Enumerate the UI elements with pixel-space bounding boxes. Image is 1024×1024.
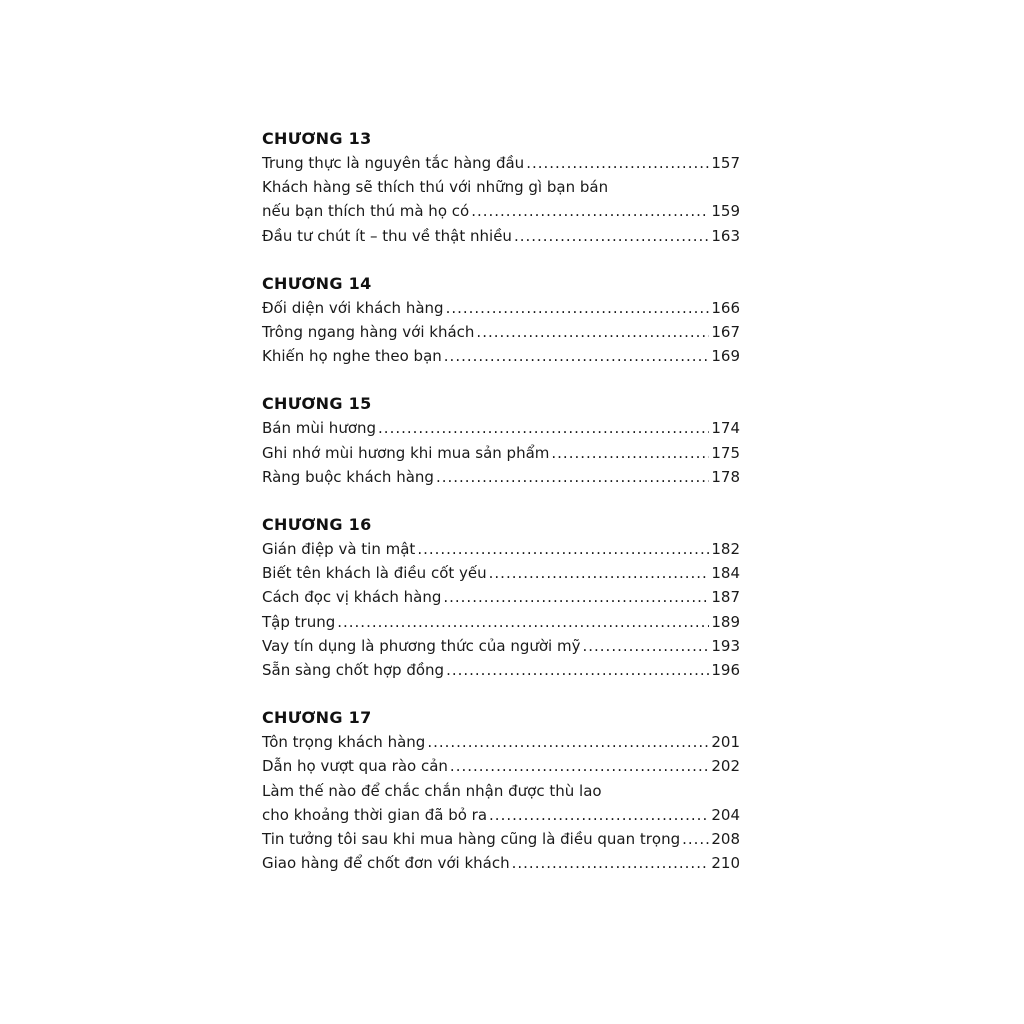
toc-entry [262, 827, 740, 851]
chapter-title: CHƯƠNG 14 [262, 273, 372, 293]
chapter-section [262, 513, 740, 682]
toc-entry [262, 175, 740, 223]
page-number: 202 [711, 757, 740, 776]
toc-entry [262, 344, 740, 368]
page-number: 163 [711, 226, 740, 245]
toc-entry [262, 634, 740, 658]
page-number: 178 [711, 467, 740, 486]
dot-leader [427, 730, 709, 754]
toc-entry-line [262, 730, 740, 754]
dot-leader [378, 416, 709, 440]
toc-entry-line [262, 175, 740, 199]
toc-entry-line [262, 537, 740, 561]
entry-title: Cách đọc vị khách hàng [262, 588, 442, 607]
dot-leader [489, 561, 710, 585]
chapter-section [262, 392, 740, 489]
toc-entry-line [262, 754, 740, 778]
toc-entry [262, 658, 740, 682]
toc-entry-line [262, 827, 740, 851]
chapter-title: CHƯƠNG 16 [262, 515, 372, 535]
toc-entry-line [262, 344, 740, 368]
page-number: 159 [711, 202, 740, 221]
toc-entry [262, 851, 740, 875]
dot-leader [443, 585, 709, 609]
toc-entry-line [262, 151, 740, 175]
entry-title: Trung thực là nguyên tắc hàng đầu [262, 154, 525, 172]
entry-title: Ghi nhớ mùi hương khi mua sản phẩm [262, 443, 550, 462]
chapter-section [262, 706, 740, 875]
chapter-section [262, 127, 740, 248]
dot-leader [446, 296, 710, 320]
entry-title: Đầu tư chút ít – thu về thật nhiều [262, 226, 512, 245]
dot-leader [446, 658, 709, 682]
dot-leader [526, 151, 709, 175]
entry-title: Tập trung [262, 612, 336, 631]
toc-entry-line [262, 224, 740, 248]
entry-title: Khách hàng sẽ thích thú với những gì bạn bán [262, 178, 609, 197]
page-number: 174 [711, 419, 740, 438]
toc-entry-line [262, 610, 740, 634]
dot-leader [444, 344, 710, 368]
entry-title: Tôn trọng khách hàng [262, 733, 426, 752]
toc-entry-line [262, 585, 740, 609]
toc-entry-line [262, 561, 740, 585]
dot-leader [436, 465, 709, 489]
entry-title: Tin tưởng tôi sau khi mua hàng cũng là điều quan trọng [262, 830, 681, 849]
entry-title: Biết tên khách là điều cốt yếu [262, 564, 487, 583]
dot-leader [417, 537, 709, 561]
toc-entry-line [262, 320, 740, 344]
entry-title: nếu bạn thích thú mà họ có [262, 202, 470, 221]
dot-leader [337, 610, 709, 634]
toc-entry [262, 151, 740, 175]
toc-entry [262, 610, 740, 634]
toc-entry-line [262, 658, 740, 682]
page-number: 210 [711, 854, 740, 873]
page-number: 175 [711, 443, 740, 462]
toc-entry-line [262, 851, 740, 875]
toc-entry-line [262, 465, 740, 489]
toc-entry [262, 561, 740, 585]
page-number: 166 [711, 298, 740, 317]
entry-title: Đối diện với khách hàng [262, 298, 444, 317]
dot-leader [489, 803, 709, 827]
page-number: 157 [711, 154, 740, 172]
chapter-title: CHƯƠNG 13 [262, 129, 372, 148]
toc-entry-line [262, 441, 740, 465]
entry-title: Giao hàng để chốt đơn với khách [262, 854, 510, 873]
entry-title: Gián điệp và tin mật [262, 540, 416, 559]
dot-leader [471, 199, 709, 223]
toc-entry [262, 441, 740, 465]
toc-entry-line [262, 634, 740, 658]
dot-leader [514, 224, 709, 248]
entry-title: Dẫn họ vượt qua rào cản [262, 757, 448, 776]
entry-title: Sẵn sàng chốt hợp đồng [262, 661, 445, 680]
page-number: 208 [711, 830, 740, 849]
toc-entry [262, 730, 740, 754]
toc-entry [262, 779, 740, 827]
entry-title: Khiến họ nghe theo bạn [262, 347, 442, 366]
table-of-contents [262, 127, 740, 899]
page-number: 196 [711, 661, 740, 680]
page-number: 204 [711, 805, 740, 824]
toc-entry [262, 537, 740, 561]
toc-entry [262, 296, 740, 320]
toc-entry [262, 754, 740, 778]
toc-entry-line [262, 803, 740, 827]
page-number: 184 [711, 564, 740, 583]
entry-title: Làm thế nào để chắc chắn nhận được thù lao [262, 781, 602, 800]
page-number: 187 [711, 588, 740, 607]
chapter-section [262, 272, 740, 369]
toc-entry [262, 224, 740, 248]
page-number: 167 [711, 323, 740, 342]
page-number: 182 [711, 540, 740, 559]
dot-leader [551, 441, 709, 465]
entry-title: Vay tín dụng là phương thức của người mỹ [262, 636, 581, 655]
chapter-title: CHƯƠNG 15 [262, 394, 372, 414]
toc-entry [262, 465, 740, 489]
chapter-title: CHƯƠNG 17 [262, 708, 372, 728]
page-number: 201 [711, 733, 740, 752]
entry-title: Trông ngang hàng với khách [262, 323, 475, 342]
toc-entry-line [262, 296, 740, 320]
page-number: 193 [711, 636, 740, 655]
dot-leader [582, 634, 709, 658]
entry-title: Ràng buộc khách hàng [262, 467, 434, 486]
toc-entry [262, 320, 740, 344]
entry-title: cho khoảng thời gian đã bỏ ra [262, 805, 488, 824]
dot-leader [512, 851, 710, 875]
toc-entry-line [262, 779, 740, 803]
toc-entry-line [262, 199, 740, 223]
page-number: 189 [711, 612, 740, 631]
dot-leader [450, 754, 709, 778]
toc-entry [262, 585, 740, 609]
toc-entry-line [262, 416, 740, 440]
entry-title: Bán mùi hương [262, 419, 377, 438]
dot-leader [682, 827, 709, 851]
toc-entry [262, 416, 740, 440]
page-number: 169 [711, 347, 740, 366]
dot-leader [476, 320, 709, 344]
